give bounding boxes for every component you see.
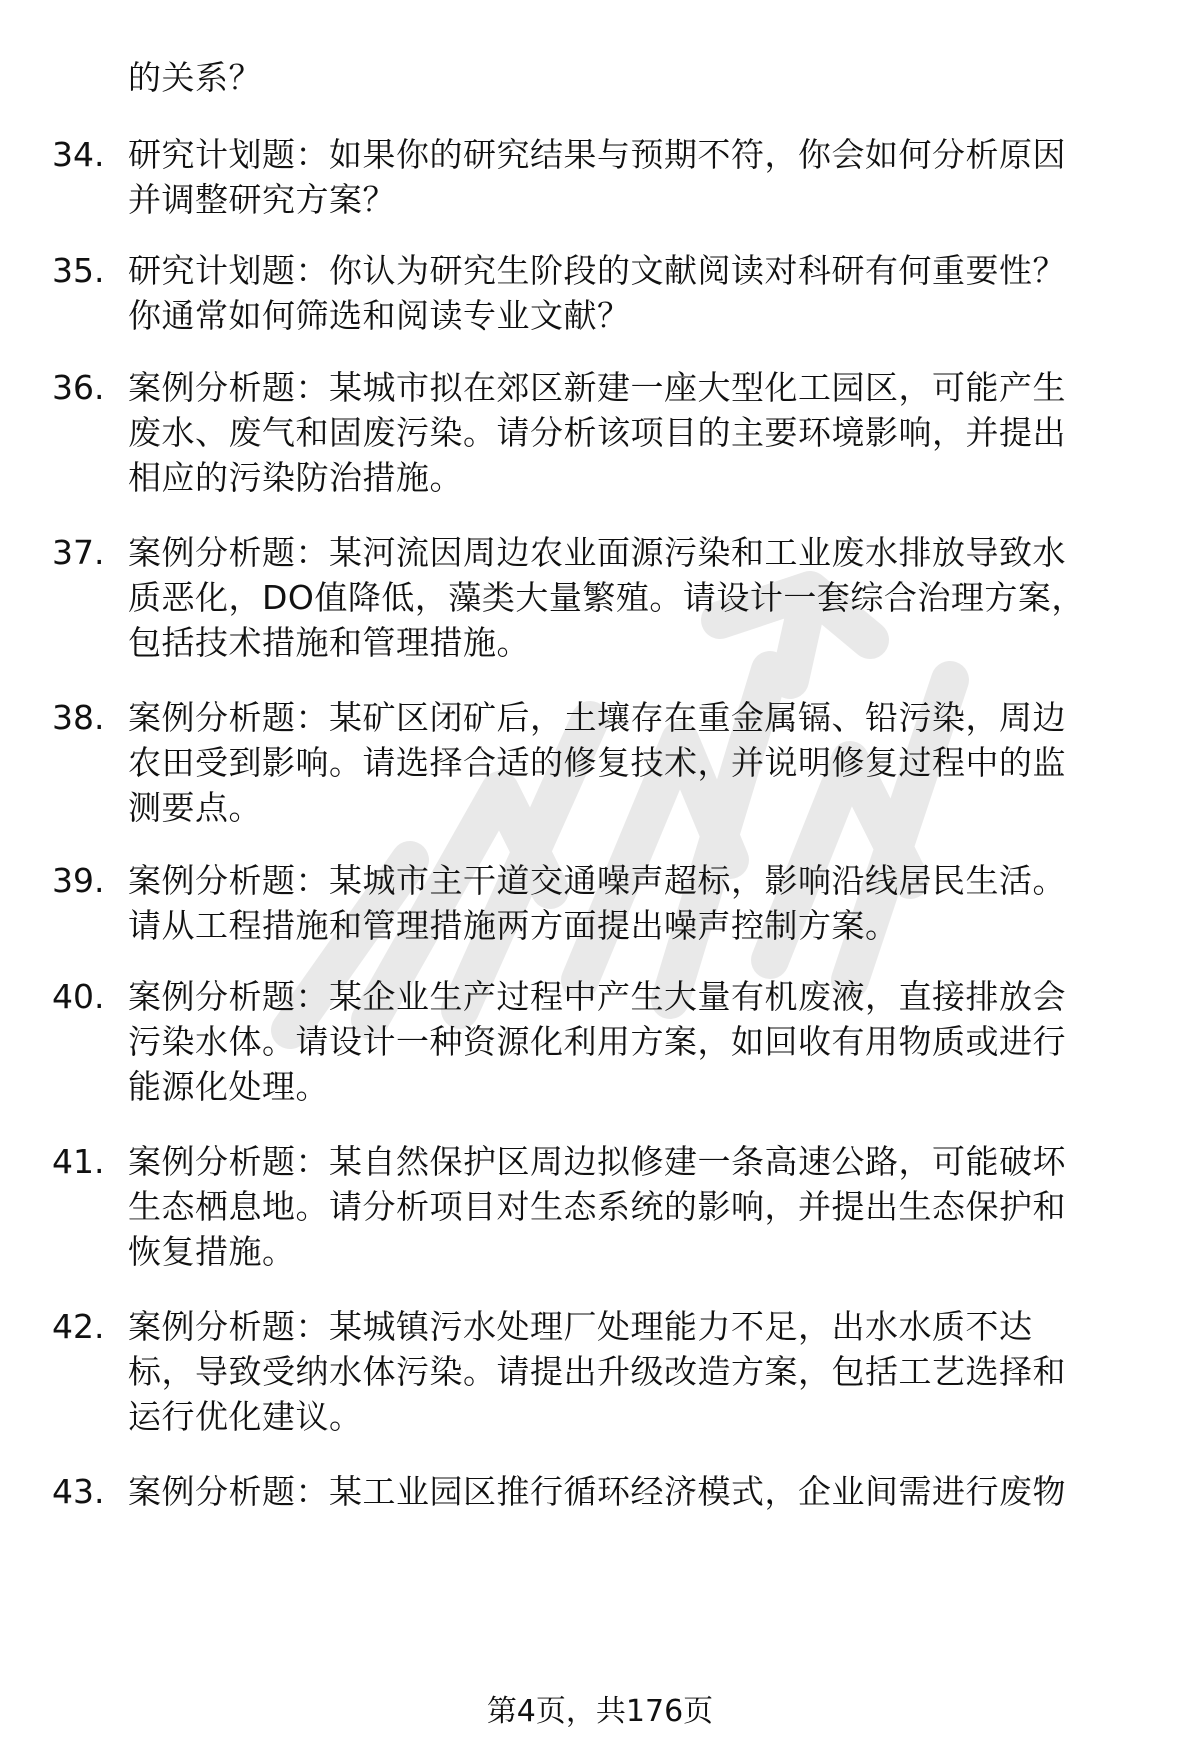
question-text-line: 案例分析题：某企业生产过程中产生大量有机废液，直接排放会 [128, 977, 1066, 1016]
question-text-line: 你通常如何筛选和阅读专业文献？ [128, 296, 631, 335]
question-number: 38. [52, 698, 105, 737]
question-number: 43. [52, 1472, 105, 1511]
question-text-line: 案例分析题：某城镇污水处理厂处理能力不足，出水水质不达 [128, 1307, 1033, 1346]
question-number: 36. [52, 368, 105, 407]
page-footer: 第4页，共176页 [486, 1694, 714, 1729]
question-number: 41. [52, 1142, 105, 1181]
question-text-line: 案例分析题：某自然保护区周边拟修建一条高速公路，可能破坏 [128, 1142, 1066, 1181]
question-text-line: 相应的污染防治措施。 [128, 458, 463, 497]
question-text-line: 的关系？ [128, 58, 262, 97]
question-text-line: 生态栖息地。请分析项目对生态系统的影响，并提出生态保护和 [128, 1187, 1066, 1226]
question-text-line: 案例分析题：某矿区闭矿后，土壤存在重金属镉、铅污染，周边 [128, 698, 1066, 737]
question-text-line: 案例分析题：某城市主干道交通噪声超标，影响沿线居民生活。 [128, 861, 1066, 900]
question-text-line: 案例分析题：某城市拟在郊区新建一座大型化工园区，可能产生 [128, 368, 1066, 407]
question-text-line: 案例分析题：某工业园区推行循环经济模式，企业间需进行废物 [128, 1472, 1066, 1511]
question-text-line: 标，导致受纳水体污染。请提出升级改造方案，包括工艺选择和 [128, 1352, 1066, 1391]
question-text-line: 案例分析题：某河流因周边农业面源污染和工业废水排放导致水 [128, 533, 1066, 572]
question-text-line: 请从工程措施和管理措施两方面提出噪声控制方案。 [128, 906, 899, 945]
question-text-line: 包括技术措施和管理措施。 [128, 623, 530, 662]
question-number: 40. [52, 977, 105, 1016]
question-text-line: 运行优化建议。 [128, 1397, 363, 1436]
question-text-line: 质恶化，DO值降低，藻类大量繁殖。请设计一套综合治理方案， [128, 578, 1085, 617]
question-text-line: 污染水体。请设计一种资源化利用方案，如回收有用物质或进行 [128, 1022, 1066, 1061]
question-text-line: 恢复措施。 [128, 1232, 296, 1271]
question-number: 39. [52, 861, 105, 900]
question-text-line: 农田受到影响。请选择合适的修复技术，并说明修复过程中的监 [128, 743, 1066, 782]
question-number: 34. [52, 135, 105, 174]
question-number: 42. [52, 1307, 105, 1346]
question-text-line: 研究计划题：你认为研究生阶段的文献阅读对科研有何重要性？ [128, 251, 1066, 290]
question-number: 35. [52, 251, 105, 290]
question-text-line: 测要点。 [128, 788, 262, 827]
question-text-line: 研究计划题：如果你的研究结果与预期不符，你会如何分析原因 [128, 135, 1066, 174]
question-text-line: 能源化处理。 [128, 1067, 329, 1106]
question-number: 37. [52, 533, 105, 572]
question-text-line: 废水、废气和固废污染。请分析该项目的主要环境影响，并提出 [128, 413, 1066, 452]
question-text-line: 并调整研究方案？ [128, 180, 396, 219]
